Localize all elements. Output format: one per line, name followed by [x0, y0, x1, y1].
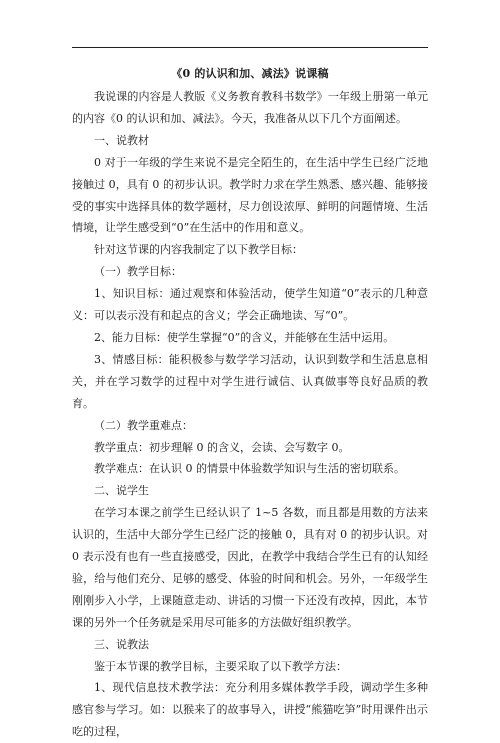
paragraph-textbook: 0 对于一年级的学生来说不是完全陌生的，在生活中学生已经广泛地接触过 0，具有 0 的初步认识。教学时力求在学生熟悉、感兴趣、能够接受的事实中选择具体的数学题材，尽力创设浓厚、鲜明的问题情境、生活情境，让学生感受到“0”在生活中的作用和意义。 — [72, 155, 428, 235]
document-body — [72, 66, 428, 743]
section-heading-students: 二、说学生 — [94, 484, 149, 498]
section-heading-textbook: 一、说教材 — [94, 133, 149, 147]
paragraph-key-point: 教学重点：初步理解 0 的含义，会读、会写数字 0。 — [94, 440, 350, 454]
section-heading-methods: 三、说教法 — [94, 637, 149, 651]
paragraph-emotion-goal: 3、情感目标：能积极参与数学学习活动，认识到数学和生活息息相关，并在学习数学的过程中对学生进行诚信、认真做事等良好品质的教育。 — [72, 352, 428, 410]
subheading-teaching-goals: （一）教学目标： — [94, 265, 182, 279]
paragraph-ability-goal: 2、能力目标：使学生掌握“0”的含义，并能够在生活中运用。 — [94, 330, 395, 344]
paragraph-methods-lead: 鉴于本节课的教学目标，主要采取了以下教学方法： — [94, 659, 347, 673]
paragraph-goals-lead: 针对这节课的内容我制定了以下教学目标： — [94, 243, 303, 257]
paragraph-difficulty: 教学难点：在认识 0 的情景中体验数学知识与生活的密切联系。 — [94, 462, 405, 476]
document-title: 《0 的认识和加、减法》说课稿 — [171, 67, 329, 80]
paragraph-intro: 我说课的内容是人教版《义务教育教科书数学》一年级上册第一单元的内容《0 的认识和加、减法》。今天，我准备从以下几个方面阐述。 — [72, 90, 428, 125]
paragraph-method-1: 1、现代信息技术教学法：充分利用多媒体教学手段，调动学生多种感官参与学习。如：以猴来了的故事导入，讲授“熊猫吃笋”时用课件出示吃的过程， — [72, 681, 428, 739]
subheading-key-points: （二）教学重难点： — [94, 418, 193, 432]
paragraph-knowledge-goal: 1、知识目标：通过观察和体验活动，使学生知道“0”表示的几种意义：可以表示没有和起点的含义；学会正确地读、写“0”。 — [72, 287, 428, 323]
paragraph-students: 在学习本课之前学生已经认识了 1~5 各数，而且都是用数的方法来认识的，生活中大部分学生已经广泛的接触 0，具有对 0 的初步认识。对 0 表示没有也有一些直接感受，因此，在教学中我结合学生已有的认知经验，给与他们充分、足够的感受、体验的时间和机会。另外，一年级学生刚刚步入小学，上课随意走动、讲话的习惯一下还没有改掉，因此，本节课的另外一个任务就是采用尽可能多的方法做好组织教学。 — [72, 506, 428, 629]
header-rule — [72, 47, 428, 48]
